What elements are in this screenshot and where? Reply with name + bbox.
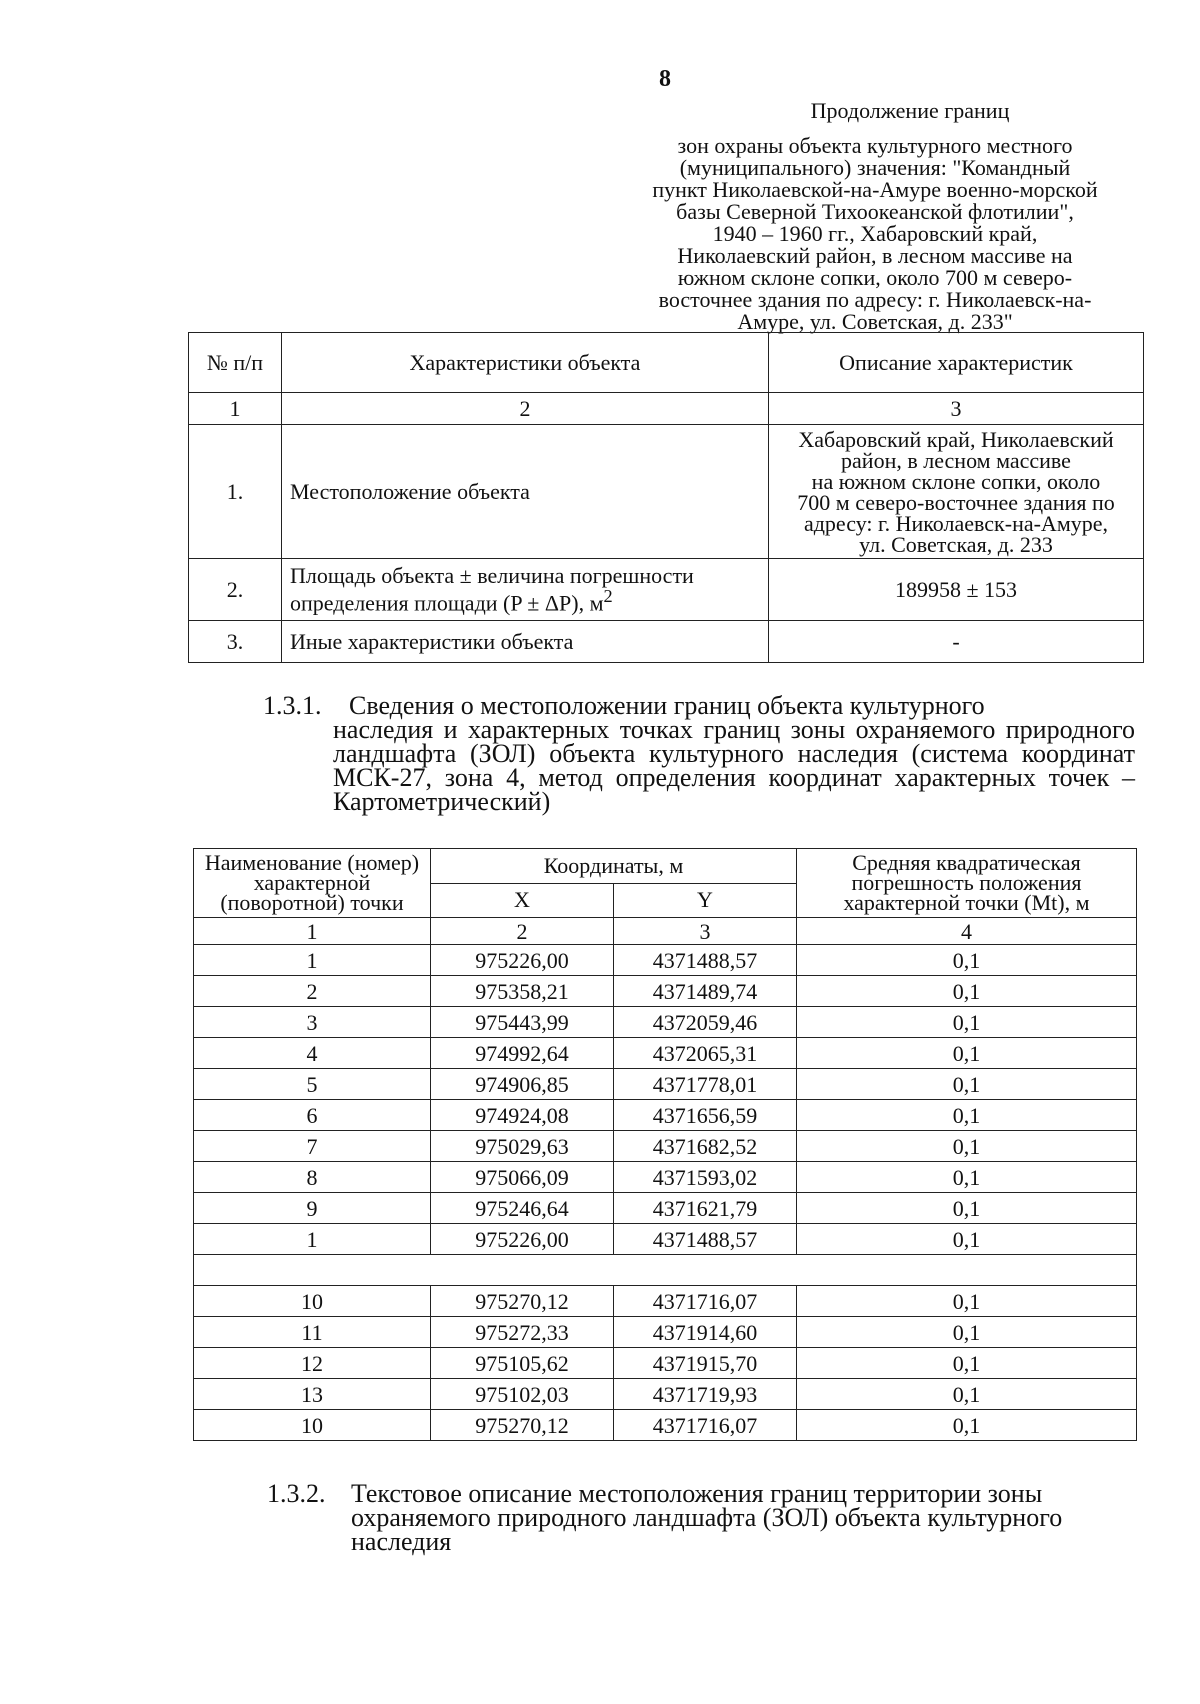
- y-cell: 4371682,52: [614, 1131, 797, 1162]
- table-row: [194, 1100, 1137, 1131]
- y-cell: 4371488,57: [614, 945, 797, 976]
- y-cell: 4371915,70: [614, 1348, 797, 1379]
- header-cell: Характеристики объекта: [282, 333, 769, 393]
- description-line: Хабаровский край, Николаевский: [798, 426, 1114, 452]
- x-cell: 974992,64: [431, 1038, 614, 1069]
- x-cell: 975246,64: [431, 1193, 614, 1224]
- y-cell: 4371656,59: [614, 1100, 797, 1131]
- table-row: [194, 1007, 1137, 1038]
- table-row: [194, 1069, 1137, 1100]
- x-cell: 975029,63: [431, 1131, 614, 1162]
- table-separator-row: [194, 1255, 1137, 1286]
- point-cell: 12: [194, 1348, 431, 1379]
- point-cell: 9: [194, 1193, 431, 1224]
- description-line: адресу: г. Николаевск-на-Амуре,: [803, 510, 1109, 536]
- header-y: Y: [614, 883, 797, 918]
- mt-cell: 0,1: [797, 1224, 1137, 1255]
- point-cell: 3: [194, 1007, 431, 1038]
- table-index-row: [189, 393, 1144, 425]
- mt-cell: 0,1: [797, 1007, 1137, 1038]
- mt-cell: 0,1: [797, 1069, 1137, 1100]
- point-cell: 13: [194, 1379, 431, 1410]
- mt-cell: 0,1: [797, 1348, 1137, 1379]
- heading-title-line: южном склоне сопки, около 700 м северо-: [677, 265, 1073, 290]
- y-cell: 4371716,07: [614, 1286, 797, 1317]
- x-cell: 975272,33: [431, 1317, 614, 1348]
- x-cell: 975226,00: [431, 945, 614, 976]
- table-header-row: [189, 333, 1144, 393]
- table-row: [194, 1193, 1137, 1224]
- table-row: [194, 1286, 1137, 1317]
- point-cell: 7: [194, 1131, 431, 1162]
- row-name-line: Площадь объекта ± величина погрешности: [290, 563, 694, 589]
- table-row: [194, 945, 1137, 976]
- point-cell: 4: [194, 1038, 431, 1069]
- table-row: [194, 1162, 1137, 1193]
- x-cell: 975270,12: [431, 1286, 614, 1317]
- section-text-first: Сведения о местоположении границ объекта культурного: [349, 691, 985, 720]
- description-line: район, в лесном массиве: [841, 447, 1071, 473]
- row-description: 189958 ± 153: [769, 559, 1144, 621]
- heading-title-line: 1940 – 1960 гг., Хабаровский край,: [712, 221, 1038, 246]
- point-cell: 11: [194, 1317, 431, 1348]
- table-header-row: [194, 849, 1137, 884]
- header-point: Наименование (номер) характерной (поворотной) точки: [194, 849, 431, 918]
- section-number: 1.3.2.: [267, 1479, 326, 1508]
- point-cell: 10: [194, 1286, 431, 1317]
- mt-cell: 0,1: [797, 1286, 1137, 1317]
- table-row: [194, 1348, 1137, 1379]
- mt-cell: 0,1: [797, 1100, 1137, 1131]
- index-cell: 3: [614, 918, 797, 945]
- index-cell: 1: [194, 918, 431, 945]
- table-row: [189, 559, 1144, 621]
- index-cell: 4: [797, 918, 1137, 945]
- x-cell: 975270,12: [431, 1410, 614, 1441]
- row-number: 2.: [189, 559, 282, 621]
- mt-cell: 0,1: [797, 976, 1137, 1007]
- y-cell: 4371719,93: [614, 1379, 797, 1410]
- table-row: [194, 1317, 1137, 1348]
- table-row: [194, 976, 1137, 1007]
- index-cell: 1: [189, 393, 282, 425]
- point-cell: 10: [194, 1410, 431, 1441]
- x-cell: 975226,00: [431, 1224, 614, 1255]
- x-cell: 974924,08: [431, 1100, 614, 1131]
- section-text-rest: наследия и характерных точках границ зоны охраняемого природного ландшафта (ЗОЛ) объекта культурного наследия (система координат МСК-27, зона 4, метод определения координат характерных точек – Картометрический): [333, 715, 1135, 816]
- y-cell: 4371489,74: [614, 976, 797, 1007]
- table-row: [194, 1410, 1137, 1441]
- point-cell: 5: [194, 1069, 431, 1100]
- heading-title-line: (муниципального) значения: "Командный: [679, 155, 1071, 180]
- point-cell: 1: [194, 1224, 431, 1255]
- table-row: [194, 1379, 1137, 1410]
- header-x: X: [431, 883, 614, 918]
- table-row: [194, 1131, 1137, 1162]
- table-row: [189, 621, 1144, 663]
- x-cell: 975066,09: [431, 1162, 614, 1193]
- heading-caption: Продолжение границ: [810, 98, 1010, 123]
- heading-title-line: базы Северной Тихоокеанской флотилии",: [676, 199, 1074, 224]
- y-cell: 4371778,01: [614, 1069, 797, 1100]
- header-mt: Средняя квадратическая погрешность положения характерной точки (Mt), м: [797, 849, 1137, 918]
- heading-title-line: Амуре, ул. Советская, д. 233": [737, 309, 1013, 334]
- row-number: 1.: [189, 425, 282, 559]
- mt-cell: 0,1: [797, 1038, 1137, 1069]
- mt-cell: 0,1: [797, 1131, 1137, 1162]
- header-cell: № п/п: [189, 333, 282, 393]
- table-row: [194, 1224, 1137, 1255]
- heading-title-line: Николаевский район, в лесном массиве на: [677, 243, 1073, 268]
- y-cell: 4371914,60: [614, 1317, 797, 1348]
- mt-cell: 0,1: [797, 1162, 1137, 1193]
- section-text-third: наследия: [351, 1527, 452, 1556]
- characteristics-table: [188, 332, 1144, 663]
- row-number: 3.: [189, 621, 282, 663]
- index-cell: 3: [769, 393, 1144, 425]
- page-number: 8: [659, 66, 671, 92]
- header-cell: Описание характеристик: [769, 333, 1144, 393]
- mt-cell: 0,1: [797, 1193, 1137, 1224]
- separator-cell: [194, 1255, 1137, 1286]
- point-cell: 2: [194, 976, 431, 1007]
- point-cell: 8: [194, 1162, 431, 1193]
- section-text-second: охраняемого природного ландшафта (ЗОЛ) объекта культурного: [351, 1503, 1063, 1532]
- y-cell: 4371621,79: [614, 1193, 797, 1224]
- row-description: -: [769, 621, 1144, 663]
- section-number: 1.3.1.: [263, 691, 322, 720]
- point-cell: 6: [194, 1100, 431, 1131]
- mt-cell: 0,1: [797, 1410, 1137, 1441]
- heading-title-line: пункт Николаевской-на-Амуре военно-морской: [652, 177, 1098, 202]
- row-name: Иные характеристики объекта: [282, 621, 769, 663]
- row-name: [282, 559, 769, 621]
- x-cell: 975443,99: [431, 1007, 614, 1038]
- y-cell: 4372065,31: [614, 1038, 797, 1069]
- heading-title-line: восточнее здания по адресу: г. Николаевск-на-: [658, 287, 1092, 312]
- table-row: [189, 425, 1144, 559]
- section-1-3-1: [263, 691, 1135, 816]
- heading-title: [610, 135, 1140, 333]
- header-coords: Координаты, м: [431, 849, 797, 884]
- index-cell: 2: [431, 918, 614, 945]
- heading-title-line: зон охраны объекта культурного местного: [677, 133, 1073, 158]
- section-text-first: Текстовое описание местоположения границ территории зоны: [351, 1479, 1043, 1508]
- coordinates-table: [193, 848, 1137, 1441]
- description-line: на южном склоне сопки, около: [811, 468, 1101, 494]
- section-1-3-2: [267, 1479, 1142, 1556]
- mt-cell: 0,1: [797, 945, 1137, 976]
- description-line: 700 м северо-восточнее здания по: [797, 489, 1115, 515]
- table-index-row: [194, 918, 1137, 945]
- y-cell: 4372059,46: [614, 1007, 797, 1038]
- x-cell: 975358,21: [431, 976, 614, 1007]
- row-name-line: определения площади (P ± ΔP), м: [290, 590, 604, 616]
- y-cell: 4371716,07: [614, 1410, 797, 1441]
- unit-superscript: 2: [603, 586, 613, 607]
- point-cell: 1: [194, 945, 431, 976]
- x-cell: 975102,03: [431, 1379, 614, 1410]
- mt-cell: 0,1: [797, 1317, 1137, 1348]
- description-line: ул. Советская, д. 233: [859, 531, 1053, 557]
- index-cell: 2: [282, 393, 769, 425]
- table-row: [194, 1038, 1137, 1069]
- y-cell: 4371593,02: [614, 1162, 797, 1193]
- heading-block: [610, 100, 1140, 333]
- x-cell: 975105,62: [431, 1348, 614, 1379]
- y-cell: 4371488,57: [614, 1224, 797, 1255]
- mt-cell: 0,1: [797, 1379, 1137, 1410]
- row-name: Местоположение объекта: [282, 425, 769, 559]
- row-description: [769, 425, 1144, 559]
- x-cell: 974906,85: [431, 1069, 614, 1100]
